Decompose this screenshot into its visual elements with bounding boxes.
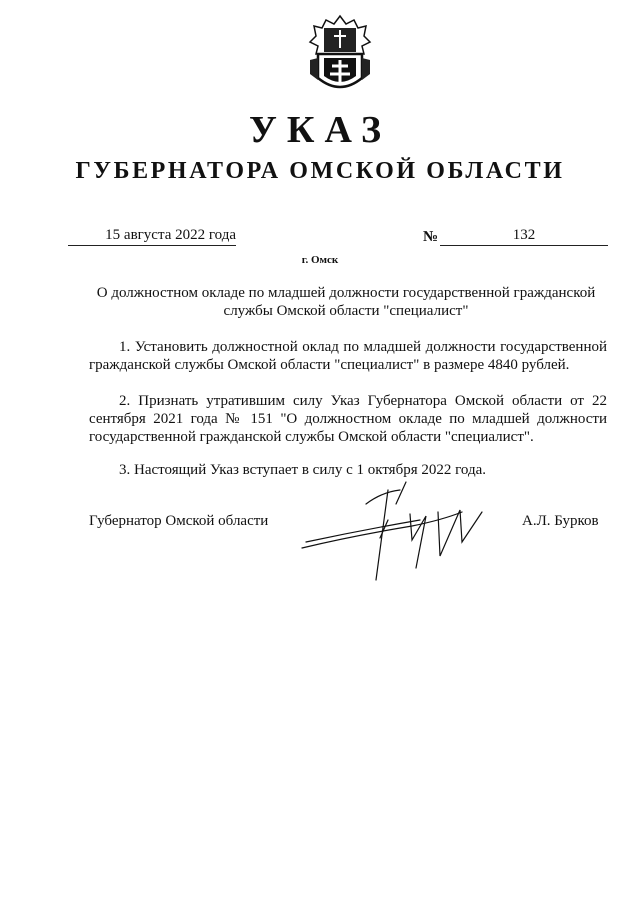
document-city: г. Омск [301, 254, 339, 266]
paragraph-2: 2. Признать утратившим силу Указ Губернатора Омской области от 22 сентября 2021 года № 151 "О должностном окладе по младшей должности государственной гражданской службы Омской области "специалист". [89, 393, 607, 445]
signature-icon [292, 476, 502, 586]
document-title: УКАЗ [249, 109, 391, 151]
paragraph-3: 3. Настоящий Указ вступает в силу с 1 октября 2022 года. [119, 462, 487, 478]
document-date: 15 августа 2022 года [68, 227, 236, 246]
number-label: № [423, 229, 439, 245]
signatory-name: А.Л. Бурков [522, 513, 599, 529]
document-number: 132 [440, 227, 608, 246]
document-heading: О должностном окладе по младшей должности государственной гражданской службы Омской области "специалист" [96, 285, 596, 319]
coat-of-arms-icon [304, 14, 376, 98]
paragraph-1: 1. Установить должностной оклад по младшей должности государственной гражданской службы Омской области "специалист" в размере 4840 рублей. [89, 339, 607, 373]
signatory-position: Губернатор Омской области [89, 513, 269, 529]
document-subtitle: ГУБЕРНАТОРА ОМСКОЙ ОБЛАСТИ [75, 158, 565, 184]
